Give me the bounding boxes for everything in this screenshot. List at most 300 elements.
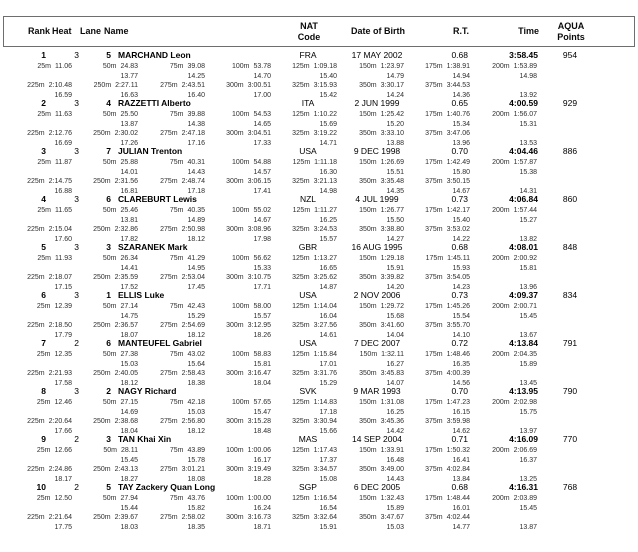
lap-delta: 17.18 <box>319 408 337 416</box>
split-time: 1:13.27 <box>313 255 337 262</box>
split-175m <box>400 350 470 360</box>
final-time: 4:06.84 <box>509 194 538 204</box>
split-distance-label: 325m <box>292 370 310 377</box>
split-time: 2:03.89 <box>513 495 537 502</box>
split-275m <box>135 273 205 283</box>
split-25m <box>2 398 72 408</box>
split-350m <box>334 225 404 235</box>
nat-code: SVK <box>299 386 317 396</box>
split-distance-label: 100m <box>231 351 250 358</box>
split-100m <box>201 302 271 312</box>
split-distance-label: 150m <box>359 159 377 166</box>
date-of-birth: 17 MAY 2002 <box>351 50 403 60</box>
lap-delta: 15.68 <box>386 312 404 320</box>
split-distance-label: 200m <box>492 63 510 70</box>
split-350m <box>334 369 404 379</box>
col-header-rank: Rank <box>28 26 51 36</box>
split-distance-label: 125m <box>292 255 310 262</box>
split-75m <box>135 398 205 408</box>
split-time: 2:02.98 <box>513 399 537 406</box>
split-time: 1:26.77 <box>380 207 404 214</box>
split-distance-label: 50m <box>102 495 117 502</box>
split-175m <box>400 254 470 264</box>
lap-delta: 16.04 <box>319 312 337 320</box>
split-275m <box>135 225 205 235</box>
date-of-birth: 14 SEP 2004 <box>352 434 402 444</box>
split-distance-label: 325m <box>292 514 310 521</box>
split-time: 2:30.02 <box>114 130 138 137</box>
split-time: 3:53.02 <box>446 226 470 233</box>
split-175m <box>400 62 470 72</box>
lap-delta: 15.44 <box>120 504 138 512</box>
lap-delta: 14.35 <box>386 187 404 195</box>
split-300m <box>201 417 271 427</box>
lap-delta: 15.03 <box>120 360 138 368</box>
split-time: 2:06.69 <box>513 447 537 454</box>
split-275m <box>135 177 205 187</box>
col-header-dob: Date of Birth <box>351 26 405 36</box>
split-time: 3:54.05 <box>446 274 470 281</box>
split-time: 2:24.86 <box>48 466 72 473</box>
split-time: 1:40.76 <box>446 111 470 118</box>
aqua-points: 954 <box>562 50 578 60</box>
split-225m <box>2 369 72 379</box>
swimmer-name: ELLIS Luke <box>118 290 165 300</box>
lap-delta: 14.71 <box>319 139 337 147</box>
split-distance-label: 275m <box>160 178 178 185</box>
result-rank: 5 <box>41 242 46 252</box>
split-125m <box>267 110 337 120</box>
result-lane: 4 <box>106 98 111 108</box>
final-time: 4:16.31 <box>509 482 538 492</box>
lap-delta: 15.54 <box>452 312 470 320</box>
split-25m <box>2 446 72 456</box>
lap-delta: 13.96 <box>519 283 537 291</box>
split-distance-label: 75m <box>169 111 184 118</box>
split-distance-label: 350m <box>359 226 377 233</box>
split-distance-label: 100m <box>231 111 250 118</box>
nat-code: SGP <box>299 482 317 492</box>
split-375m <box>400 369 470 379</box>
split-distance-label: 250m <box>93 370 111 377</box>
split-350m <box>334 273 404 283</box>
split-distance-label: 25m <box>36 495 51 502</box>
result-lane: 6 <box>106 338 111 348</box>
split-time: 4:00.39 <box>446 370 470 377</box>
split-distance-label: 325m <box>292 226 310 233</box>
split-50m <box>68 206 138 216</box>
lap-delta: 14.07 <box>386 379 404 387</box>
split-150m <box>334 494 404 504</box>
split-distance-label: 375m <box>425 130 443 137</box>
split-time: 2:48.74 <box>181 178 205 185</box>
date-of-birth: 6 DEC 2005 <box>353 482 401 492</box>
split-300m <box>201 513 271 523</box>
lap-delta: 17.66 <box>54 427 72 435</box>
split-time: 12.39 <box>54 303 72 310</box>
split-distance-label: 225m <box>27 370 45 377</box>
split-time: 2:54.69 <box>181 322 205 329</box>
split-time: 1:50.32 <box>446 447 470 454</box>
split-distance-label: 350m <box>359 130 377 137</box>
split-375m <box>400 321 470 331</box>
split-distance-label: 375m <box>425 178 443 185</box>
lap-delta: 14.31 <box>519 187 537 195</box>
split-time: 3:24.53 <box>313 226 337 233</box>
split-350m <box>334 513 404 523</box>
split-time: 28.11 <box>121 447 138 454</box>
reaction-time: 0.68 <box>451 482 468 492</box>
split-50m <box>68 446 138 456</box>
result-row <box>0 385 638 433</box>
lap-delta: 14.22 <box>452 235 470 243</box>
split-distance-label: 250m <box>93 466 111 473</box>
col-header-time: Time <box>518 26 539 36</box>
split-300m <box>201 81 271 91</box>
split-150m <box>334 446 404 456</box>
lap-delta: 15.40 <box>319 72 337 80</box>
split-100m <box>201 206 271 216</box>
lap-delta: 13.88 <box>386 139 404 147</box>
split-150m <box>334 398 404 408</box>
split-time: 43.76 <box>187 495 205 502</box>
result-rank: 3 <box>41 146 46 156</box>
result-lane: 5 <box>106 482 111 492</box>
split-distance-label: 125m <box>292 495 310 502</box>
split-distance-label: 250m <box>93 418 111 425</box>
result-rank: 10 <box>36 482 46 492</box>
result-heat: 3 <box>74 50 79 60</box>
lap-delta: 15.29 <box>319 379 337 387</box>
result-heat: 3 <box>74 194 79 204</box>
reaction-time: 0.70 <box>451 146 468 156</box>
split-time: 3:30.94 <box>313 418 337 425</box>
split-375m <box>400 177 470 187</box>
split-time: 3:45.83 <box>380 370 404 377</box>
split-time: 1:32.43 <box>380 495 404 502</box>
split-distance-label: 275m <box>160 514 178 521</box>
reaction-time: 0.68 <box>451 50 468 60</box>
split-time: 54.88 <box>253 159 271 166</box>
split-distance-label: 300m <box>226 130 244 137</box>
split-350m <box>334 81 404 91</box>
split-time: 1:33.91 <box>380 447 404 454</box>
split-time: 2:00.71 <box>513 303 537 310</box>
split-distance-label: 75m <box>169 63 184 70</box>
split-125m <box>267 398 337 408</box>
split-distance-label: 125m <box>292 399 310 406</box>
reaction-time: 0.68 <box>451 242 468 252</box>
split-distance-label: 175m <box>425 303 443 310</box>
lap-delta: 15.42 <box>319 91 337 99</box>
split-distance-label: 25m <box>37 207 51 214</box>
split-time: 3:41.60 <box>380 322 404 329</box>
split-time: 3:31.76 <box>313 370 337 377</box>
result-lane: 5 <box>106 50 111 60</box>
split-time: 1:16.54 <box>313 495 337 502</box>
split-distance-label: 50m <box>102 111 117 118</box>
split-300m <box>201 273 271 283</box>
lap-delta: 18.38 <box>187 379 205 387</box>
split-225m <box>2 273 72 283</box>
lap-delta: 14.43 <box>386 475 404 483</box>
lap-delta: 17.98 <box>253 235 271 243</box>
lap-delta: 15.29 <box>187 312 205 320</box>
lap-delta: 17.58 <box>54 379 72 387</box>
split-distance-label: 300m <box>226 178 244 185</box>
split-200m <box>467 446 537 456</box>
lap-delta: 17.52 <box>120 283 138 291</box>
split-150m <box>334 206 404 216</box>
split-25m <box>2 350 72 360</box>
result-lane: 3 <box>106 242 111 252</box>
lap-delta: 14.56 <box>452 379 470 387</box>
nat-code: NZL <box>299 194 317 204</box>
split-time: 2:31.56 <box>114 178 138 185</box>
split-time: 1:48.44 <box>446 495 470 502</box>
split-125m <box>267 494 337 504</box>
split-distance-label: 325m <box>292 178 310 185</box>
lap-delta: 16.30 <box>319 168 337 176</box>
split-time: 2:15.04 <box>48 226 72 233</box>
split-time: 1:57.87 <box>513 159 537 166</box>
split-time: 27.94 <box>120 495 138 502</box>
split-distance-label: 175m <box>425 495 443 502</box>
split-distance-label: 175m <box>425 399 443 406</box>
lap-delta: 15.81 <box>519 264 537 272</box>
lap-delta: 13.53 <box>519 139 537 147</box>
lap-delta: 15.50 <box>386 216 404 224</box>
split-distance-label: 100m <box>231 255 250 262</box>
date-of-birth: 9 MAR 1993 <box>353 386 401 396</box>
split-375m <box>400 465 470 475</box>
split-time: 11.87 <box>55 159 72 166</box>
result-row <box>0 337 638 385</box>
lap-delta: 18.12 <box>120 379 138 387</box>
split-distance-label: 50m <box>102 63 117 70</box>
lap-delta: 14.62 <box>452 427 470 435</box>
split-time: 2:18.50 <box>48 322 72 329</box>
lap-delta: 14.57 <box>253 168 271 176</box>
split-time: 1:11.18 <box>314 159 337 166</box>
split-time: 1:42.49 <box>446 159 470 166</box>
split-distance-label: 225m <box>27 226 45 233</box>
split-250m <box>68 369 138 379</box>
split-325m <box>267 177 337 187</box>
result-heat: 3 <box>74 146 79 156</box>
aqua-points: 929 <box>562 98 578 108</box>
split-time: 53.78 <box>253 63 271 70</box>
split-time: 1:00.06 <box>247 447 271 454</box>
result-lane: 1 <box>106 290 111 300</box>
result-rank: 4 <box>41 194 46 204</box>
lap-delta: 16.37 <box>519 456 537 464</box>
split-150m <box>334 254 404 264</box>
result-row <box>0 433 638 481</box>
split-time: 2:35.59 <box>114 274 138 281</box>
split-distance-label: 250m <box>93 322 111 329</box>
reaction-time: 0.73 <box>451 194 468 204</box>
split-distance-label: 50m <box>102 303 117 310</box>
lap-delta: 14.42 <box>386 427 404 435</box>
split-time: 3:34.57 <box>313 466 337 473</box>
split-time: 3:00.51 <box>247 82 271 89</box>
aqua-points: 791 <box>562 338 578 348</box>
split-time: 3:50.15 <box>446 178 470 185</box>
lap-delta: 13.96 <box>452 139 470 147</box>
result-rank: 2 <box>41 98 46 108</box>
lap-delta: 15.66 <box>319 427 337 435</box>
split-distance-label: 50m <box>102 159 117 166</box>
nat-code: USA <box>299 146 317 156</box>
split-distance-label: 275m <box>160 130 178 137</box>
split-time: 3:47.06 <box>446 130 470 137</box>
split-time: 2:20.64 <box>48 418 72 425</box>
split-distance-label: 50m <box>102 399 117 406</box>
lap-delta: 15.64 <box>187 360 205 368</box>
lap-delta: 13.87 <box>519 523 537 531</box>
split-375m <box>400 273 470 283</box>
split-time: 25.50 <box>120 111 138 118</box>
lap-delta: 16.88 <box>54 187 72 195</box>
lap-delta: 14.87 <box>319 283 337 291</box>
swimmer-name: SZARANEK Mark <box>118 242 188 252</box>
split-distance-label: 300m <box>226 322 244 329</box>
lap-delta: 18.12 <box>187 427 205 435</box>
split-distance-label: 350m <box>359 82 377 89</box>
swimmer-name: TAN Khai Xin <box>118 434 172 444</box>
final-time: 3:58.45 <box>509 50 538 60</box>
lap-delta: 15.91 <box>386 264 404 272</box>
aqua-points: 770 <box>562 434 578 444</box>
split-25m <box>2 206 72 216</box>
split-distance-label: 375m <box>425 226 443 233</box>
split-150m <box>334 350 404 360</box>
lap-delta: 14.69 <box>120 408 138 416</box>
split-325m <box>267 129 337 139</box>
split-125m <box>267 446 337 456</box>
split-distance-label: 300m <box>226 274 244 281</box>
split-time: 27.38 <box>120 351 138 358</box>
lap-delta: 16.54 <box>319 504 337 512</box>
split-distance-label: 50m <box>102 255 117 262</box>
split-distance-label: 200m <box>492 159 510 166</box>
split-100m <box>201 398 271 408</box>
split-distance-label: 25m <box>36 351 51 358</box>
split-distance-label: 150m <box>359 351 378 358</box>
lap-delta: 15.81 <box>253 360 271 368</box>
split-time: 3:45.36 <box>380 418 404 425</box>
lap-delta: 15.08 <box>319 475 337 483</box>
split-50m <box>68 158 138 168</box>
reaction-time: 0.65 <box>451 98 468 108</box>
split-time: 3:01.21 <box>181 466 205 473</box>
swimmer-name: MARCHAND Leon <box>118 50 191 60</box>
split-350m <box>334 321 404 331</box>
split-time: 1:32.11 <box>381 351 404 358</box>
lap-delta: 16.65 <box>319 264 337 272</box>
split-75m <box>135 62 205 72</box>
split-distance-label: 175m <box>425 351 443 358</box>
split-time: 2:14.75 <box>48 178 72 185</box>
split-300m <box>201 369 271 379</box>
aqua-points: 886 <box>562 146 578 156</box>
split-distance-label: 175m <box>425 159 443 166</box>
split-time: 4:02.84 <box>446 466 470 473</box>
lap-delta: 15.34 <box>452 120 470 128</box>
split-125m <box>267 62 337 72</box>
split-distance-label: 250m <box>93 82 112 89</box>
split-time: 12.35 <box>54 351 72 358</box>
split-distance-label: 200m <box>492 447 510 454</box>
swimmer-name: CLAREBURT Lewis <box>118 194 197 204</box>
split-200m <box>467 110 537 120</box>
lap-delta: 16.81 <box>120 187 138 195</box>
lap-delta: 14.04 <box>386 331 404 339</box>
split-distance-label: 250m <box>93 130 111 137</box>
split-time: 2:21.64 <box>48 514 72 521</box>
split-time: 2:39.67 <box>114 514 138 521</box>
lap-delta: 17.33 <box>253 139 271 147</box>
lap-delta: 14.43 <box>187 168 205 176</box>
split-time: 1:14.83 <box>313 399 337 406</box>
split-time: 2:47.18 <box>181 130 205 137</box>
result-rank: 1 <box>41 50 46 60</box>
split-75m <box>135 110 205 120</box>
lap-delta: 16.69 <box>54 139 72 147</box>
split-200m <box>467 254 537 264</box>
split-time: 11.93 <box>55 255 72 262</box>
lap-delta: 18.08 <box>187 475 205 483</box>
split-distance-label: 300m <box>226 226 244 233</box>
split-time: 3:08.96 <box>247 226 271 233</box>
split-200m <box>467 494 537 504</box>
split-275m <box>135 129 205 139</box>
date-of-birth: 4 JUL 1999 <box>355 194 399 204</box>
split-50m <box>68 350 138 360</box>
split-distance-label: 275m <box>160 322 178 329</box>
split-25m <box>2 110 72 120</box>
lap-delta: 16.25 <box>319 216 337 224</box>
split-distance-label: 225m <box>27 418 45 425</box>
split-time: 1:09.18 <box>313 63 337 70</box>
split-distance-label: 125m <box>292 111 310 118</box>
split-distance-label: 300m <box>226 370 244 377</box>
split-time: 56.62 <box>253 255 271 262</box>
split-distance-label: 175m <box>425 111 443 118</box>
split-time: 1:56.07 <box>513 111 537 118</box>
split-25m <box>2 494 72 504</box>
split-225m <box>2 513 72 523</box>
lap-delta: 17.16 <box>187 139 205 147</box>
split-time: 12.46 <box>54 399 72 406</box>
lap-delta: 17.71 <box>253 283 271 291</box>
lap-delta: 16.25 <box>386 408 404 416</box>
split-distance-label: 25m <box>37 255 51 262</box>
lap-delta: 15.80 <box>452 168 470 176</box>
split-time: 40.31 <box>187 159 205 166</box>
result-row <box>0 289 638 337</box>
split-325m <box>267 81 337 91</box>
split-275m <box>135 321 205 331</box>
lap-delta: 13.45 <box>519 379 537 387</box>
split-time: 3:38.80 <box>380 226 404 233</box>
split-time: 3:55.70 <box>446 322 470 329</box>
split-325m <box>267 273 337 283</box>
split-distance-label: 250m <box>93 178 111 185</box>
split-150m <box>334 158 404 168</box>
split-time: 3:10.75 <box>247 274 271 281</box>
